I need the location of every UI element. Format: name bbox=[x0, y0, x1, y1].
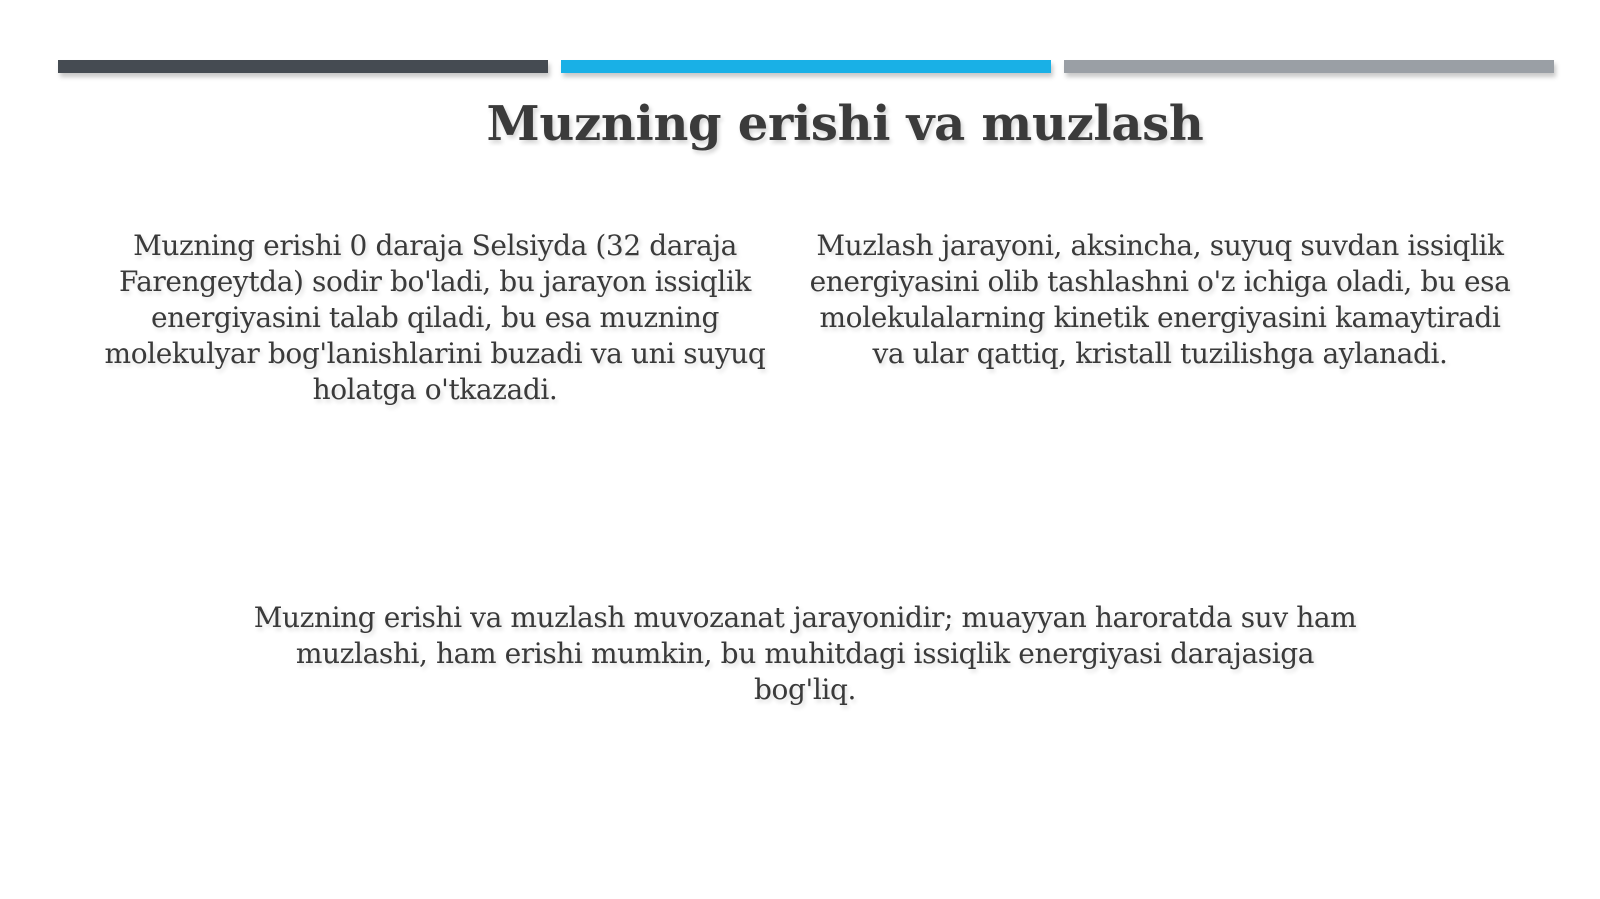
slide-title: Muzning erishi va muzlash bbox=[486, 96, 1204, 152]
paragraph-melting: Muzning erishi 0 daraja Selsiyda (32 daraja Farengeytda) sodir bo'ladi, bu jarayon issiqlik energiyasini talab qiladi, bu esa muzning molekulyar bog'lanishlarini buzadi va uni suyuq holatga o'tkazadi. bbox=[104, 229, 766, 406]
accent-bar-blue bbox=[561, 60, 1051, 73]
paragraph-freezing: Muzlash jarayoni, aksincha, suyuq suvdan issiqlik energiyasini olib tashlashni o'z ichiga oladi, bu esa molekulalarning kinetik energiyasini kamaytiradi va ular qattiq, kristall tuzilishga aylanadi. bbox=[809, 229, 1511, 370]
paragraph-equilibrium: Muzning erishi va muzlash muvozanat jarayonidir; muayyan haroratda suv ham muzlashi, ham erishi mumkin, bu muhitdagi issiqlik energiyasi darajasiga bog'liq. bbox=[253, 601, 1357, 706]
accent-bar-gray bbox=[1064, 60, 1554, 73]
accent-bar-dark bbox=[58, 60, 548, 73]
